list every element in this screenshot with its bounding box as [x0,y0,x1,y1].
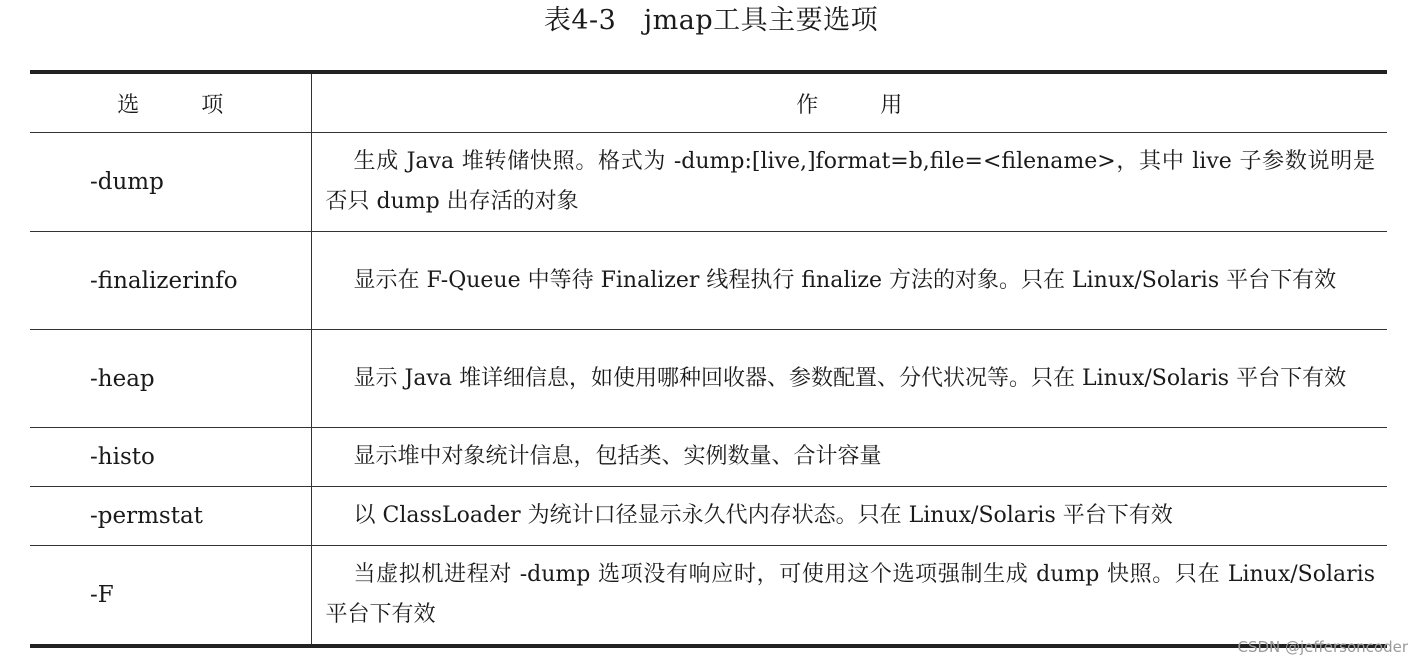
header-option-char-2: 项 [201,92,224,118]
option-cell: -permstat [30,487,311,546]
table-row [30,133,1387,232]
option-cell: -F [30,546,311,647]
table-row [30,546,1387,647]
table-row [30,487,1387,546]
description-cell: 生成 Java 堆转储快照。格式为 -dump:[live,]format=b,file=<filename>，其中 live 子参数说明是否只 dump 出存活的对象 [311,133,1387,232]
table-caption: 表4-3 jmap工具主要选项 [543,5,879,36]
header-effect [311,72,1387,133]
header-effect-char-1: 作 [796,92,819,118]
description-cell: 显示 Java 堆详细信息，如使用哪种回收器、参数配置、分代状况等。只在 Linux/Solaris 平台下有效 [311,330,1387,428]
options-table-container [30,70,1387,648]
table-row [30,232,1387,330]
header-option [30,72,311,133]
description-cell: 显示在 F-Queue 中等待 Finalizer 线程执行 finalize 方法的对象。只在 Linux/Solaris 平台下有效 [311,232,1387,330]
table-header-row [30,72,1387,133]
description-cell: 显示堆中对象统计信息，包括类、实例数量、合计容量 [311,428,1387,487]
option-cell: -finalizerinfo [30,232,311,330]
description-cell: 以 ClassLoader 为统计口径显示永久代内存状态。只在 Linux/Solaris 平台下有效 [311,487,1387,546]
description-cell: 当虚拟机进程对 -dump 选项没有响应时，可使用这个选项强制生成 dump 快照。只在 Linux/Solaris 平台下有效 [311,546,1387,647]
option-cell: -heap [30,330,311,428]
header-option-char-1: 选 [117,92,140,118]
jmap-options-table [30,70,1387,648]
option-cell: -histo [30,428,311,487]
header-effect-char-2: 用 [880,92,903,118]
csdn-watermark: CSDN @jeffersoncoder [1237,638,1408,656]
table-row [30,330,1387,428]
table-row [30,428,1387,487]
option-cell: -dump [30,133,311,232]
